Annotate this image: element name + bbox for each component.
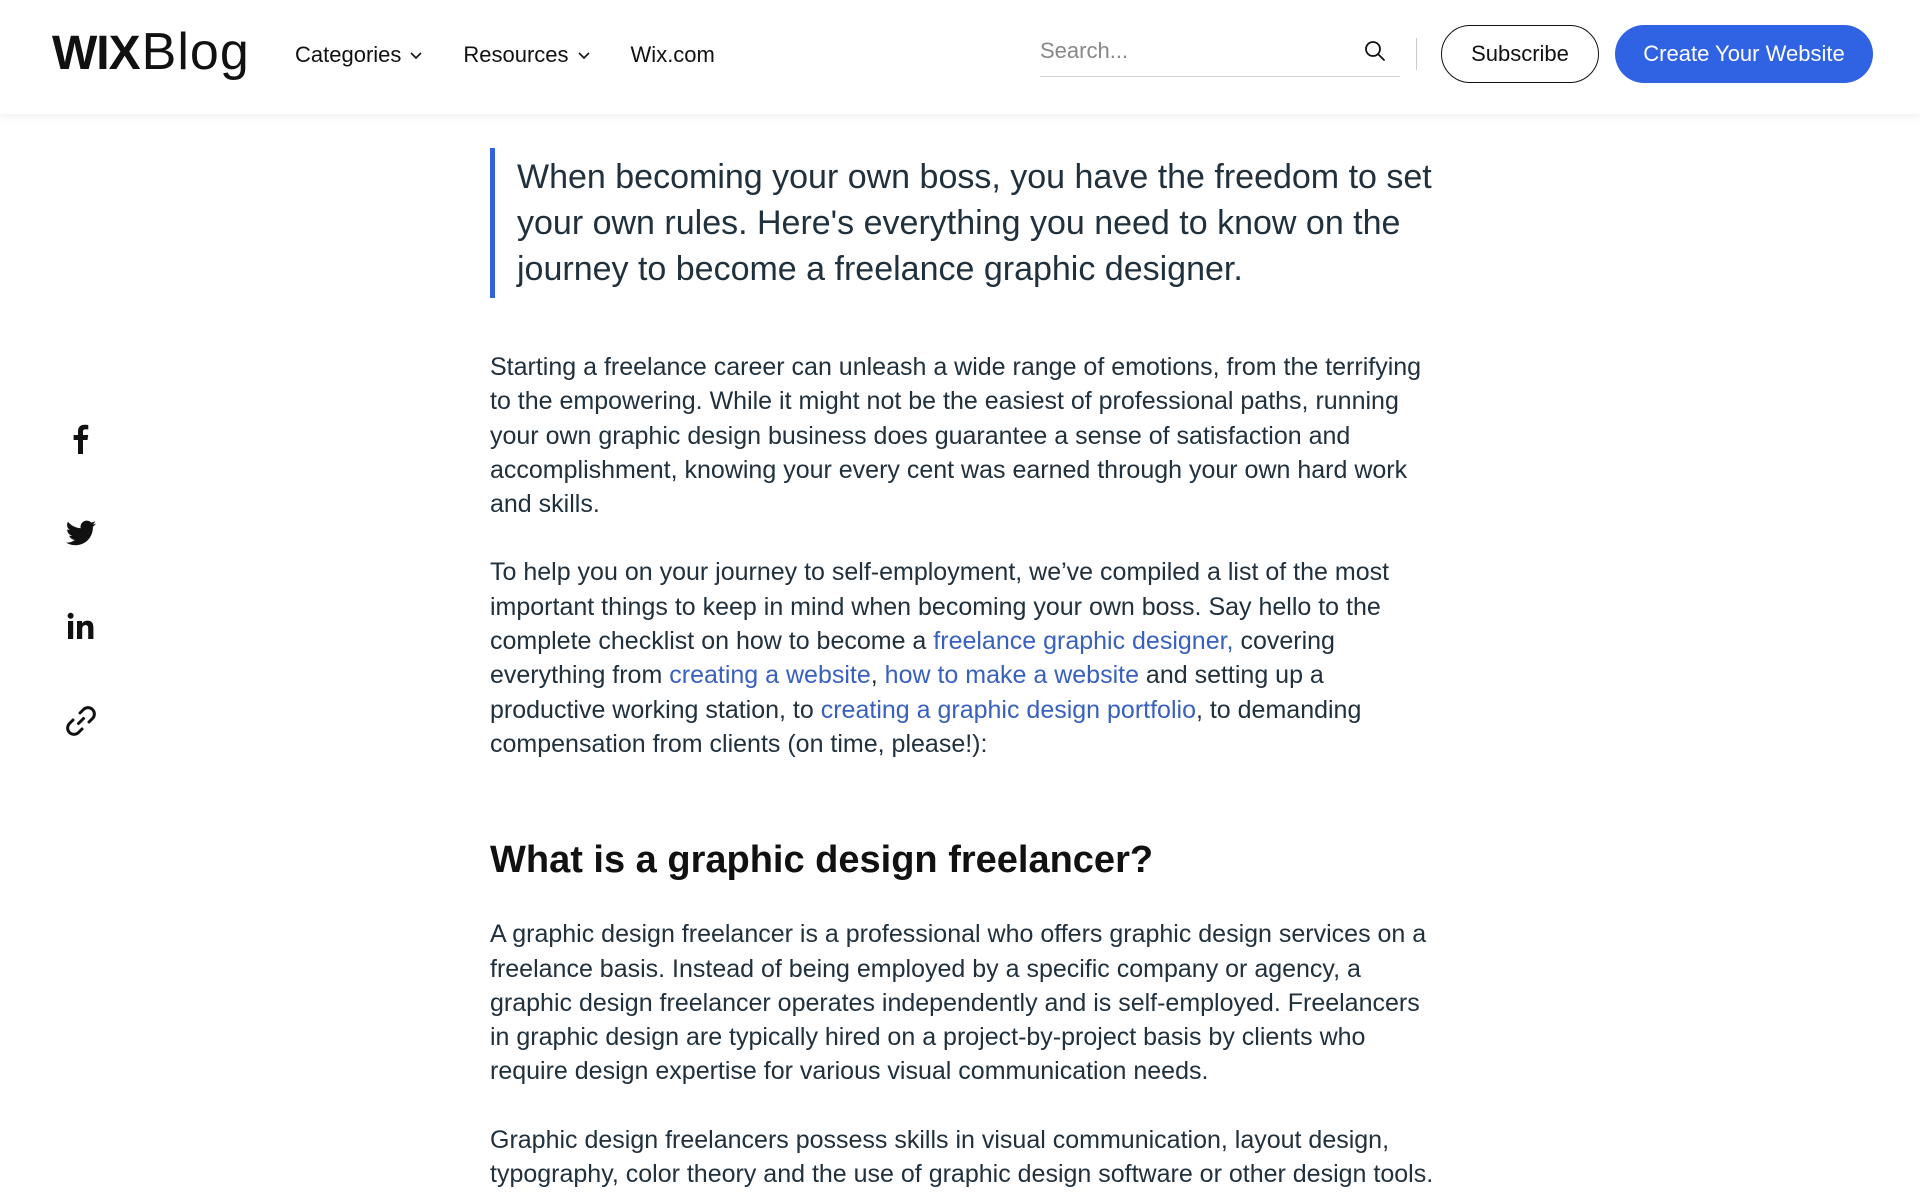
wix-blog-logo[interactable]	[52, 22, 250, 82]
nav-categories-label: Categories	[295, 42, 402, 67]
search-box	[1040, 34, 1400, 77]
nav-resources[interactable]	[463, 42, 590, 68]
share-rail	[62, 420, 100, 796]
paragraph-definition: A graphic design freelancer is a professional who offers graphic design services on a freelance basis. Instead of being employed by a specific company or agency, a graphic design freelancer operates independently and is self-employed. Freelancers in graphic design are typically hired on a project-by-project basis by clients who require design expertise for various visual communication needs.	[490, 920, 1427, 1086]
create-website-button[interactable]: Create Your Website	[1615, 25, 1873, 83]
paragraph-checklist	[490, 555, 1440, 761]
site-header	[0, 0, 1920, 114]
chevron-down-icon	[577, 48, 591, 62]
linkedin-icon[interactable]	[62, 608, 100, 646]
link-creating-a-website[interactable]: creating a website	[669, 661, 871, 690]
text-segment: covering everything from	[490, 627, 1335, 690]
subscribe-button[interactable]: Subscribe	[1441, 25, 1599, 83]
text-segment: and setting up a productive working station, to	[490, 661, 1324, 724]
link-freelance-graphic-designer[interactable]: freelance graphic designer,	[933, 627, 1234, 656]
chevron-down-icon	[409, 48, 423, 62]
logo-blog: Blog	[141, 23, 250, 81]
article-body	[490, 148, 1440, 1191]
text-segment: ,	[870, 661, 885, 690]
link-graphic-design-portfolio[interactable]: creating a graphic design portfolio	[820, 695, 1196, 724]
facebook-icon[interactable]	[62, 420, 100, 458]
text-segment: To help you on your journey to self-employment, we’ve compiled a list of the most important things to keep in mind when becoming your own boss. Say hello to the complete checklist on how to become a	[490, 558, 1390, 656]
nav-categories[interactable]	[295, 42, 423, 68]
main-nav	[295, 42, 755, 68]
link-how-to-make-a-website[interactable]: how to make a website	[884, 661, 1139, 690]
copy-link-icon[interactable]	[62, 702, 100, 740]
search-input[interactable]	[1040, 34, 1340, 68]
nav-resources-label: Resources	[463, 42, 569, 67]
paragraph-skills: Graphic design freelancers possess skills in visual communication, layout design, typography, color theory and the use of graphic design software or other design tools.	[490, 1125, 1434, 1189]
text-segment: , to demanding compensation from clients (on time, please!):	[490, 695, 1362, 758]
pull-quote: When becoming your own boss, you have the freedom to set your own rules. Here's everything you need to know on the journey to become a freelance graphic designer.	[490, 148, 1440, 298]
twitter-icon[interactable]	[62, 514, 100, 552]
nav-wix-com-label: Wix.com	[630, 42, 715, 67]
search-icon[interactable]	[1364, 40, 1386, 62]
paragraph-intro: Starting a freelance career can unleash a wide range of emotions, from the terrifying to the empowering. While it might not be the easiest of professional paths, running your own graphic design business does guarantee a sense of satisfaction and accomplishment, knowing your every cent was earned through your own hard work and skills.	[490, 353, 1422, 519]
nav-wix-com[interactable]	[631, 42, 715, 68]
section-heading: What is a graphic design freelancer?	[490, 839, 1154, 882]
logo-wix: WIX	[52, 27, 140, 80]
header-divider	[1416, 38, 1417, 70]
